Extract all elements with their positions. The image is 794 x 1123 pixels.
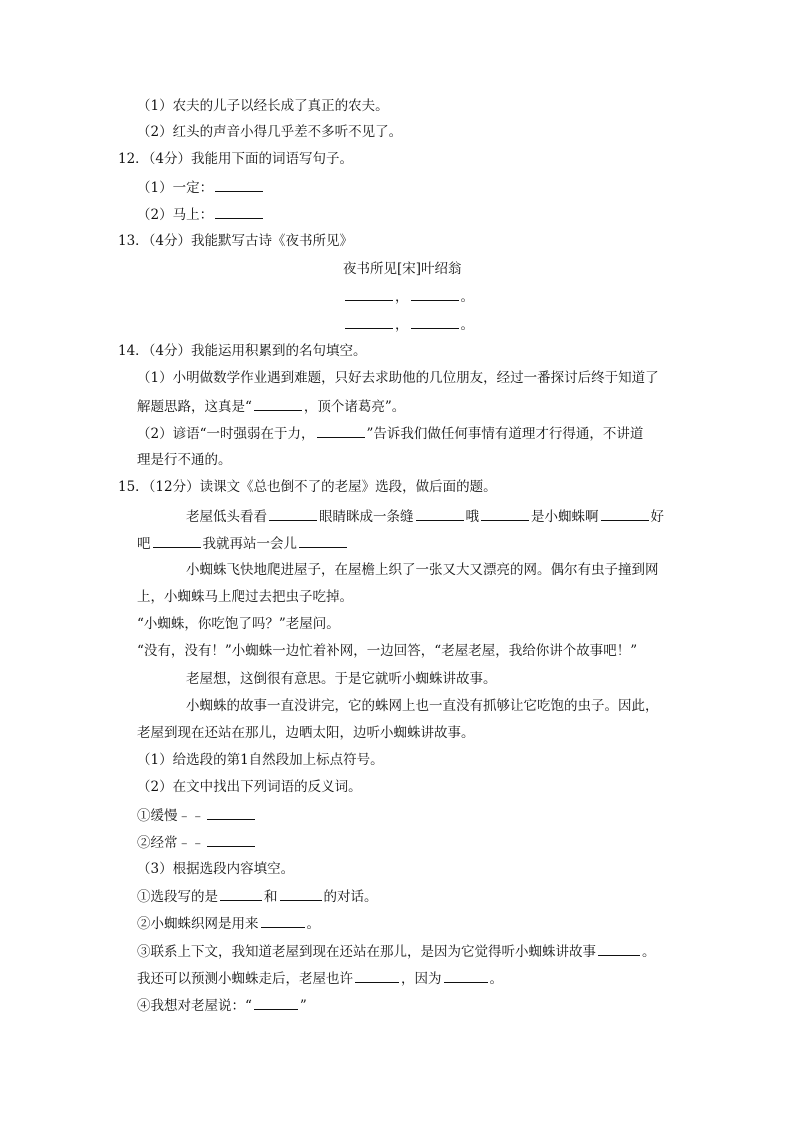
answer-blank[interactable]	[481, 506, 529, 521]
passage-para-2-line-1: 小蜘蛛飞快地爬进屋子，在屋檐上织了一张又大又漂亮的网。偶尔有虫子撞到网	[186, 562, 659, 578]
answer-blank[interactable]	[317, 423, 365, 438]
passage-para-3: “小蜘蛛，你吃饱了吗？”老屋问。	[137, 616, 340, 632]
answer-blank[interactable]	[416, 506, 464, 521]
answer-blank[interactable]	[598, 941, 640, 956]
sub-question-1: （1）给选段的第1自然段加上标点符号。	[137, 752, 384, 768]
answer-blank[interactable]	[280, 886, 322, 901]
poem-title: 夜书所见[宋]叶绍翁	[343, 261, 462, 277]
answer-blank[interactable]	[269, 506, 317, 521]
answer-blank[interactable]	[411, 314, 459, 329]
answer-blank[interactable]	[207, 832, 255, 847]
sub-question-2-item-1: ①缓慢﹣﹣	[137, 805, 257, 825]
passage-para-2-line-2: 上，小蜘蛛马上爬过去把虫子吃掉。	[137, 589, 353, 605]
answer-blank[interactable]	[601, 506, 649, 521]
sub-question-3-item-3-line-1: ③联系上下文，我知道老屋到现在还站在那儿，是因为它觉得听小蜘蛛讲故事 。	[137, 941, 656, 961]
answer-blank[interactable]	[411, 286, 459, 301]
question-14: 14．（4分）我能运用积累到的名句填空。	[118, 343, 367, 359]
sub-question-3-item-3-line-2: 我还可以预测小蜘蛛走后，老屋也许 ，因为 。	[137, 968, 503, 988]
answer-blank[interactable]	[215, 177, 263, 192]
question-12-item-1	[137, 177, 265, 197]
question-14-item-2-line-1: （2）谚语“一时强弱在于力， ”告诉我们做任何事情有道理才行得通，不讲道	[137, 423, 643, 443]
answer-blank[interactable]	[254, 995, 298, 1010]
poem-line-2: ， 。	[343, 314, 474, 334]
question-15: 15．（12分）读课文《总也倒不了的老屋》选段，做后面的题。	[118, 479, 497, 495]
answer-blank[interactable]	[220, 886, 262, 901]
answer-blank[interactable]	[345, 314, 393, 329]
answer-blank[interactable]	[215, 204, 263, 219]
answer-blank[interactable]	[444, 968, 488, 983]
sentence-2: （2）红头的声音小得几乎差不多听不见了。	[137, 124, 403, 140]
question-14-item-2-line-2: 理是行不通的。	[137, 452, 232, 468]
question-12-item-2	[137, 204, 265, 224]
passage-para-1-line-1: 老屋低头看看 眼睛眯成一条缝 哦 是小蜘蛛啊 好	[186, 506, 664, 526]
sub-question-2: （2）在文中找出下列词语的反义词。	[137, 779, 362, 795]
question-12: 12．（4分）我能用下面的词语写句子。	[118, 151, 354, 167]
answer-blank[interactable]	[355, 968, 399, 983]
answer-blank[interactable]	[299, 533, 347, 548]
sub-question-2-item-2: ②经常﹣﹣	[137, 832, 257, 852]
passage-para-1-line-2: 吧 我就再站一会儿	[137, 533, 349, 553]
question-14-item-1-line-2: 解题思路，这真是“ ，顶个诸葛亮”。	[137, 396, 405, 416]
passage-para-4: “没有，没有！”小蜘蛛一边忙着补网，一边回答，“老屋老屋，我给你讲个故事吧！”	[137, 643, 638, 659]
answer-blank[interactable]	[254, 396, 302, 411]
answer-blank[interactable]	[261, 913, 305, 928]
answer-blank[interactable]	[153, 533, 201, 548]
answer-blank[interactable]	[345, 286, 393, 301]
question-14-item-1-line-1: （1）小明做数学作业遇到难题，只好去求助他的几位朋友，经过一番探讨后终于知道了	[137, 370, 659, 386]
sub-question-3: （3）根据选段内容填空。	[137, 861, 295, 877]
poem-line-1: ， 。	[343, 286, 474, 306]
question-13: 13．（4分）我能默写古诗《夜书所见》	[118, 233, 354, 249]
sub-question-3-item-4: ④我想对老屋说：“ ”	[137, 995, 307, 1015]
label: （2）马上：	[137, 207, 214, 223]
sentence-1: （1）农夫的儿子以经长成了真正的农夫。	[137, 98, 389, 114]
answer-blank[interactable]	[207, 805, 255, 820]
sub-question-3-item-2: ②小蜘蛛织网是用来 。	[137, 913, 320, 933]
passage-para-6-line-2: 老屋到现在还站在那儿，边晒太阳，边听小蜘蛛讲故事。	[137, 725, 475, 741]
passage-para-5: 老屋想，这倒很有意思。于是它就听小蜘蛛讲故事。	[186, 671, 497, 687]
passage-para-6-line-1: 小蜘蛛的故事一直没讲完，它的蛛网上也一直没有抓够让它吃饱的虫子。因此，	[186, 698, 659, 714]
sub-question-3-item-1: ①选段写的是 和 的对话。	[137, 886, 378, 906]
label: （1）一定：	[137, 180, 214, 196]
